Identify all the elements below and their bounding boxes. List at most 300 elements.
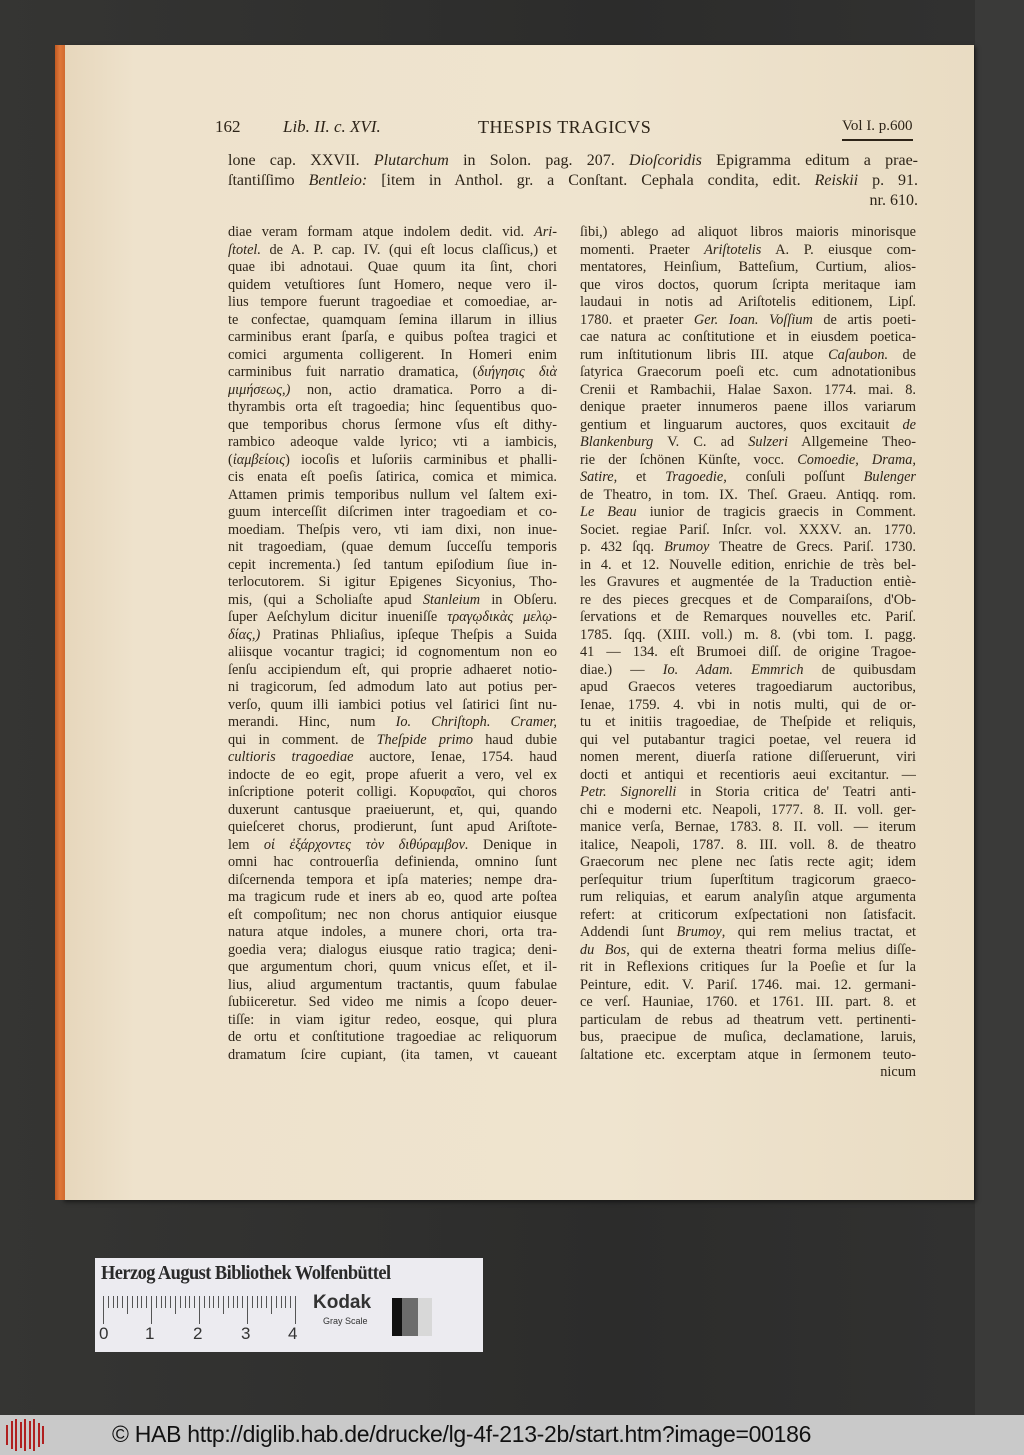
- logo-stripe: [42, 1426, 44, 1444]
- text-line: [228, 784, 557, 802]
- text-line: [228, 977, 557, 995]
- ruler-tick: [233, 1296, 234, 1308]
- roman-text: in Storia critica de' Teatri anti-: [676, 784, 916, 800]
- text-line: [228, 1047, 557, 1065]
- text-line: [580, 609, 916, 627]
- ruler-tick: [180, 1296, 181, 1308]
- ruler-tick: [252, 1296, 253, 1308]
- ruler-tick: [204, 1296, 205, 1308]
- text-line: [580, 1012, 916, 1030]
- roman-text: de quibusdam: [803, 661, 916, 678]
- ruler-tick: [122, 1296, 123, 1308]
- text-line: [228, 924, 557, 942]
- text-line: [228, 539, 557, 557]
- text-line: [228, 627, 557, 645]
- italic-text: Bentleio:: [308, 172, 368, 189]
- roman-text: ) iocoſis et luſoriis carminibus et phalli-: [285, 451, 557, 468]
- italic-text: cultioris tragoediae: [228, 749, 354, 765]
- logo-stripe: [6, 1425, 8, 1445]
- text-line: [228, 224, 557, 242]
- roman-text: ſervations et de Remarques nouvelles etc. Pariſ.: [580, 609, 916, 625]
- ruler-tick: [175, 1296, 176, 1314]
- roman-text: ce verſ. Hauniae, 1760. et 1761. III. part. 8. et: [580, 994, 916, 1010]
- text-line: [228, 312, 557, 330]
- roman-text: Societ. regiae Pariſ. Inſcr. vol. XXXV. an. 1770.: [580, 521, 916, 538]
- text-line: [580, 837, 916, 855]
- ruler-label: 2: [193, 1324, 203, 1343]
- roman-text: lius tempore fuerunt tragoediae et comoediae, ar-: [228, 294, 557, 310]
- text-line: [228, 487, 557, 505]
- text-line: [580, 889, 916, 907]
- italic-text: Blankenburg: [580, 434, 654, 450]
- roman-text: iunior de tragicis graecis in Comment.: [636, 504, 916, 520]
- text-line: [228, 191, 918, 211]
- roman-text: 41 — 134. eſt Brumoei diſſ. de origine Tragoe-: [580, 644, 916, 660]
- roman-text: haud dubie: [473, 731, 557, 748]
- roman-text: diae.) —: [580, 661, 663, 678]
- italic-text: ſtotel.: [228, 241, 261, 258]
- italic-text: ἰαμβείοις: [232, 451, 286, 468]
- roman-text: de: [888, 346, 916, 363]
- text-line: [228, 277, 557, 295]
- italic-text: Ger. Ioan. Voſſium: [693, 311, 813, 328]
- roman-text: nr. 610.: [869, 192, 918, 209]
- text-line: [228, 522, 557, 540]
- roman-text: aliisque vocantur tragici; id cognomentum non eo: [228, 644, 557, 660]
- text-line: [580, 679, 916, 697]
- italic-text: Dioſcoridis: [629, 152, 702, 169]
- text-line: [580, 662, 916, 680]
- roman-text: refert: at criticorum exſpectationi non ſatisfacit.: [580, 906, 916, 923]
- ruler-label: 1: [145, 1324, 155, 1343]
- roman-text: carminibus fuit narratio dramatica, (: [228, 364, 478, 380]
- roman-text: que argumentum chori, quum vnicus eſſet, et il-: [228, 959, 557, 975]
- text-line: [228, 959, 557, 977]
- text-line: [580, 399, 916, 417]
- italic-text: Brumoy: [664, 539, 710, 555]
- text-line: [228, 329, 557, 347]
- text-line: [580, 784, 916, 802]
- ruler-tick: [266, 1296, 267, 1308]
- text-line: [580, 854, 916, 872]
- ruler-tick: [218, 1296, 219, 1308]
- italic-text: Petr. Signorelli: [580, 784, 677, 800]
- roman-text: de A. P. cap. IV. (qui eſt locus claſſicus,) et: [260, 241, 557, 258]
- text-line: [580, 732, 916, 750]
- ruler-tick: [117, 1296, 118, 1308]
- text-line: [228, 382, 557, 400]
- ruler-tick: [161, 1296, 162, 1308]
- ruler-tick: [151, 1296, 152, 1324]
- roman-text: lem: [228, 836, 264, 853]
- ruler-tick: [156, 1296, 157, 1308]
- roman-text: ſenſu accipiendum eſt, qui proprie adhaeret notio-: [228, 661, 557, 678]
- roman-text: moediam. Theſpis vero, vti iam dixi, non inue-: [228, 521, 557, 538]
- footnote-continuation: [228, 151, 918, 211]
- roman-text: rum inſtitutionum libris III. atque: [580, 346, 829, 363]
- text-line: [580, 382, 916, 400]
- roman-text: non, actio dramatica. Porro a di-: [290, 381, 557, 398]
- roman-text: ſibi,) ablego ad aliquot libros maioris minorisque: [580, 224, 916, 240]
- roman-text: cepit incrementa.) ſed tantum epiſodium ſiue in-: [228, 556, 557, 573]
- roman-text: et: [617, 469, 666, 485]
- roman-text: ſtantiſſimo: [228, 172, 309, 189]
- roman-text: qui in comment. de: [228, 731, 377, 748]
- italic-text: Sulzeri: [748, 434, 788, 450]
- text-line: [228, 819, 557, 837]
- roman-text: qui vel putabantur tragici poetae, vel reuera id: [580, 731, 916, 748]
- roman-text: quae ibi adnotaui. Quae quum ita ſint, chori: [228, 259, 557, 275]
- ruler-tick: [137, 1296, 138, 1308]
- roman-text: guum interceſſit diſcrimen inter tragoediam et co-: [228, 504, 557, 520]
- roman-text: A. P. eiusque com-: [761, 241, 916, 258]
- text-line: [228, 802, 557, 820]
- roman-text: chi e moderni etc. Neapoli, 1777. 8. II. voll. ger-: [580, 801, 916, 818]
- roman-text: duxerunt cantusque praeiuerunt, et, qui, quando: [228, 801, 557, 818]
- color-calibration-card: [95, 1258, 483, 1352]
- roman-text: thyrambis orta eſt tragoedia; hinc ſequentibus quo-: [228, 399, 557, 415]
- gray-patch-mid: [402, 1298, 418, 1336]
- gray-scale-label: Gray Scale: [323, 1316, 368, 1326]
- text-line: [580, 539, 916, 557]
- roman-text: apud Graecos veteres tragoediarum auctoribus,: [580, 679, 916, 695]
- gray-patch-light: [418, 1298, 432, 1336]
- text-line: [228, 662, 557, 680]
- roman-text: in Solon. pag. 207.: [448, 152, 630, 169]
- italic-text: Ari-: [533, 224, 557, 240]
- roman-text: de artis poeti-: [812, 311, 916, 328]
- ruler-tick: [127, 1296, 128, 1314]
- roman-text: Addendi ſunt: [580, 924, 677, 940]
- text-line: [580, 592, 916, 610]
- text-line: [228, 557, 557, 575]
- roman-text: mentatores, Heinſium, Batteſium, Curtium, alios-: [580, 259, 916, 275]
- roman-text: diae veram formam atque indolem dedit. vid.: [228, 224, 534, 240]
- roman-text: gentium et linguarum auctores, quos excitauit: [580, 416, 903, 433]
- roman-text: carminibus erant ſparſa, e quibus poſtea tragici et: [228, 329, 557, 345]
- scan-background-strip: [975, 0, 1024, 1415]
- hab-logo-icon: [6, 1419, 48, 1451]
- text-line: [580, 697, 916, 715]
- text-line: [580, 942, 916, 960]
- logo-stripe: [38, 1423, 40, 1447]
- italic-text: διήγησις διὰ: [477, 364, 557, 380]
- roman-text: docti et antiqui et recentioris aeui excitantur. —: [580, 766, 916, 783]
- text-line: [228, 171, 918, 191]
- text-line: [580, 959, 916, 977]
- text-line: [228, 347, 557, 365]
- roman-text: 1785. ſqq. (XIII. voll.) m. 8. (vbi tom. I. pagg.: [580, 626, 916, 643]
- text-line: [580, 1029, 916, 1047]
- ruler-tick: [257, 1296, 258, 1308]
- roman-text: auctore, Ienae, 1754. haud: [353, 749, 557, 765]
- text-line: [580, 224, 916, 242]
- italic-text: τραγῳδικὰς μελῳ-: [447, 609, 557, 625]
- roman-text: cis enata eſt poeſis ſatirica, comica et mimica.: [228, 469, 557, 485]
- logo-stripe: [11, 1421, 13, 1449]
- roman-text: italice, Neapoli, 1787. 8. III. voll. 8. de theatro: [580, 836, 916, 853]
- roman-text: p. 91.: [858, 172, 918, 189]
- roman-text: goedia vera; dialogus eiusque ratio tragica; deni-: [228, 941, 557, 958]
- roman-text: ſaltatione etc. excerptam atque in ſermonem teuto-: [580, 1046, 916, 1063]
- roman-text: momenti. Praeter: [580, 241, 705, 258]
- roman-text: rum reliquias, et earum analyſin atque argumenta: [580, 889, 916, 905]
- logo-stripe: [33, 1419, 35, 1451]
- italic-text: Le Beau: [580, 504, 637, 520]
- ruler-tick: [261, 1296, 262, 1308]
- text-line: [580, 347, 916, 365]
- volume-note: Vol I. p.600: [842, 115, 913, 141]
- italic-text: Theſpide primo: [376, 731, 473, 748]
- roman-text: que viros doctos, quorum ſcripta meritaque iam: [580, 276, 916, 293]
- ruler-tick: [199, 1296, 200, 1324]
- roman-text: Crenii et Rambachii, Halae Saxon. 1774. mai. 8.: [580, 381, 916, 398]
- roman-text: dramatum ſcire cupiant, (ita tamen, vt caueant: [228, 1046, 557, 1063]
- roman-text: in Obſeru.: [480, 591, 557, 608]
- text-line: [580, 417, 916, 435]
- italic-text: Bulenger: [863, 469, 916, 485]
- text-line: [228, 434, 557, 452]
- roman-text: verſo, quum illi iambici potius vel ſatirici ſint nu-: [228, 696, 557, 713]
- ruler-tick: [194, 1296, 195, 1308]
- roman-text: merandi. Hinc, num: [228, 714, 396, 730]
- library-name: Herzog August Bibliothek Wolfenbüttel: [101, 1262, 391, 1284]
- text-line: [580, 994, 916, 1012]
- ruler-tick: [281, 1296, 282, 1308]
- ruler-tick: [132, 1296, 133, 1308]
- roman-text: nit tragoediam, (quae demum ſucceſſu temporis: [228, 539, 557, 555]
- text-line: [228, 749, 557, 767]
- roman-text: 1780. et praeter: [580, 311, 694, 328]
- text-line: [580, 714, 916, 732]
- ruler-label: 0: [99, 1324, 109, 1343]
- text-line: [228, 872, 557, 890]
- text-line: [580, 872, 916, 890]
- roman-text: in 4. et 12. Nouvelle edition, enrichie de très bel-: [580, 556, 916, 573]
- roman-text: lone cap. XXVII.: [228, 152, 374, 169]
- roman-text: nomen merent, diuerſa ratione diſſeruerunt, viri: [580, 749, 916, 765]
- roman-text: de Theatro, in tom. IX. Theſ. Graeu. Antiqq. rom.: [580, 486, 916, 503]
- roman-text: ni tragicorum, ſed admodum lato aut potius per-: [228, 679, 557, 695]
- roman-text: quidem vetuſtiores ſunt Homero, neque vero il-: [228, 276, 557, 293]
- roman-text: Peinture, edit. V. Pariſ. 1746. mai. 12. germani-: [580, 976, 916, 993]
- roman-text: (: [228, 451, 233, 468]
- roman-text: diſcernenda tempora et ipſa materies; nempe dra-: [228, 871, 557, 888]
- text-line: [580, 644, 916, 662]
- text-line: [580, 1047, 916, 1065]
- roman-text: comici argumenta colligerent. In Homeri enim: [228, 346, 557, 363]
- logo-stripe: [29, 1421, 31, 1449]
- text-line: [228, 574, 557, 592]
- italic-text: δίας,): [228, 626, 261, 643]
- ruler-tick: [146, 1296, 147, 1308]
- text-line: [228, 294, 557, 312]
- ruler-tick: [170, 1296, 171, 1308]
- ruler-tick: [247, 1296, 248, 1324]
- text-line: [580, 242, 916, 260]
- text-line: [580, 819, 916, 837]
- text-line: [580, 574, 916, 592]
- roman-text: ſatyrica Graecorum poeſi etc. cum adnotationibus: [580, 364, 916, 380]
- italic-text: οἱ ἐξάρχοντες τὸν διθύραμβον.: [263, 836, 469, 853]
- italic-text: Reiskii: [814, 172, 859, 189]
- kodak-brand: Kodak: [313, 1292, 372, 1313]
- roman-text: re des pieces grecques et de Comparaiſons, d'Ob-: [580, 591, 916, 608]
- ruler-tick: [237, 1296, 238, 1308]
- italic-text: Stanleium: [422, 591, 481, 608]
- text-line: [228, 994, 557, 1012]
- source-url: © HAB http://diglib.hab.de/drucke/lg-4f-213-2b/start.htm?image=00186: [112, 1421, 812, 1447]
- roman-text: lius, aliud argumentum tractantis, quum fabulae: [228, 976, 557, 993]
- text-line: [228, 399, 557, 417]
- section-reference: Lib. II. c. XVI.: [283, 117, 381, 136]
- roman-text: rambico adeoque valde lyrico; vti a iambicis,: [228, 434, 557, 450]
- text-line: [580, 907, 916, 925]
- text-line: [580, 557, 916, 575]
- text-line: [228, 714, 557, 732]
- ruler-tick: [290, 1296, 291, 1308]
- roman-text: quieſceret chorus, prodierunt, ſunt apud Ariſtote-: [228, 819, 557, 835]
- ruler-label: 4: [288, 1324, 298, 1343]
- ruler-tick: [242, 1296, 243, 1308]
- text-line: [228, 592, 557, 610]
- text-line: [580, 312, 916, 330]
- roman-text: manice verſa, Bernae, 1783. 8. II. voll. — iterum: [580, 819, 916, 835]
- page-number: 162: [215, 117, 241, 136]
- roman-text: ſuper Aeſchylum dicitur inueniſſe: [228, 609, 448, 625]
- roman-text: eſt compoſitum; nec non chorus antiquior eiusque: [228, 906, 557, 923]
- ruler-tick: [223, 1296, 224, 1314]
- italic-text: Tragoedie,: [665, 469, 727, 485]
- text-line: [228, 767, 557, 785]
- roman-text: bus, praecipue de muſica, declamatione, laruis,: [580, 1029, 916, 1045]
- text-line: [580, 627, 916, 645]
- text-line: [228, 242, 557, 260]
- ruler-tick: [271, 1296, 272, 1314]
- roman-text: particulam de rebus ad theatrum vett. pertinenti-: [580, 1011, 916, 1028]
- text-line: [228, 1012, 557, 1030]
- logo-stripe: [24, 1419, 26, 1451]
- text-line: [228, 364, 557, 382]
- text-line: [580, 487, 916, 505]
- text-line: [228, 644, 557, 662]
- roman-text: Epigramma editum a prae-: [701, 152, 918, 169]
- roman-text: conſuli poſſunt: [726, 469, 864, 485]
- text-line: [580, 277, 916, 295]
- roman-text: denique praeter innumeros paene illos variarum: [580, 399, 916, 415]
- roman-text: Graecorum nec plene nec ſatis recte agit; idem: [580, 854, 916, 870]
- text-line: [580, 924, 916, 942]
- ruler-tick: [209, 1296, 210, 1308]
- text-line: [228, 1029, 557, 1047]
- italic-text: de: [902, 416, 916, 433]
- text-line: [580, 767, 916, 785]
- ruler-tick: [189, 1296, 190, 1308]
- italic-text: Comoedie, Drama,: [797, 451, 916, 468]
- roman-text: rit in Reflexions critiques ſur la Poeſie et ſur la: [580, 959, 916, 975]
- logo-stripe: [15, 1419, 17, 1451]
- ruler: [103, 1296, 299, 1326]
- text-line: [228, 609, 557, 627]
- roman-text: perſequitur trium ſuperſtitum tragicorum graeco-: [580, 871, 916, 888]
- footer-bar: [0, 1415, 1024, 1455]
- ruler-tick: [165, 1296, 166, 1308]
- italic-text: Caſaubon.: [828, 346, 889, 363]
- roman-text: p. 432 ſqq.: [580, 539, 665, 555]
- ruler-tick: [285, 1296, 286, 1308]
- roman-text: nicum: [880, 1064, 916, 1080]
- text-line: [580, 504, 916, 522]
- ruler-tick: [295, 1296, 296, 1324]
- text-line: [228, 837, 557, 855]
- roman-text: tiſſe: in viam igitur redeo, eosque, qui plura: [228, 1011, 557, 1028]
- text-line: [228, 732, 557, 750]
- roman-text: les Gravures et augmentée de la Traduction entiè-: [580, 574, 916, 590]
- text-line: [228, 504, 557, 522]
- roman-text: [item in Anthol. gr. a Conſtant. Cephala condita, edit.: [367, 172, 815, 189]
- gray-patch-black: [392, 1298, 402, 1336]
- ruler-tick: [185, 1296, 186, 1308]
- roman-text: tu et initiis tragoediae, de Theſpide et reliquis,: [580, 714, 916, 730]
- text-line: [228, 907, 557, 925]
- text-line: [580, 469, 916, 487]
- page-edge: [55, 45, 65, 1200]
- ruler-tick: [141, 1296, 142, 1308]
- roman-text: ſubiiceretur. Sed video me nimis a ſcopo deuer-: [228, 994, 557, 1010]
- roman-text: rie der ſchönen Künſte, vocc.: [580, 451, 798, 468]
- roman-text: que temporibus chorus ſermone vſus eſt dithy-: [228, 416, 557, 433]
- roman-text: indocte de eo egit, prope afuerit a vero, vel ex: [228, 766, 557, 783]
- text-line: [228, 452, 557, 470]
- roman-text: Allgemeine Theo-: [787, 434, 916, 450]
- italic-text: Ariſtotelis: [704, 241, 762, 258]
- text-line: [580, 749, 916, 767]
- roman-text: Ienae, 1759. 4. vbi in notis multi, qui de or-: [580, 696, 916, 713]
- text-line: [228, 854, 557, 872]
- ruler-tick: [276, 1296, 277, 1308]
- text-line: [580, 977, 916, 995]
- roman-text: , qui de externa theatri forma melius diſſe-: [626, 941, 916, 958]
- roman-text: V. C. ad: [653, 434, 749, 450]
- roman-text: mis, (qui a Scholiaſte apud: [228, 591, 423, 608]
- text-line: [580, 522, 916, 540]
- ruler-tick: [103, 1296, 104, 1324]
- right-column: [580, 224, 916, 1082]
- roman-text: Pratinas Phliaſius, ipſeque Theſpis a Suida: [260, 626, 557, 643]
- italic-text: Brumoy: [676, 924, 722, 940]
- italic-text: Satire,: [580, 469, 618, 485]
- text-line: [580, 364, 916, 382]
- text-line: [580, 434, 916, 452]
- roman-text: ma tragicum rude et iners ab eo, quod arte poſtea: [228, 889, 557, 905]
- running-title: THESPIS TRAGICVS: [478, 117, 652, 137]
- italic-text: Io. Chriſtoph. Cramer,: [395, 714, 557, 730]
- text-line: [228, 889, 557, 907]
- roman-text: natura atque indoles, a munere chori, orta tra-: [228, 924, 557, 940]
- text-line: [580, 259, 916, 277]
- text-line: [580, 294, 916, 312]
- text-line: [228, 417, 557, 435]
- text-line: [228, 151, 918, 171]
- ruler-tick: [108, 1296, 109, 1308]
- italic-text: du Bos: [580, 941, 627, 958]
- roman-text: laudaui in notis ad Ariſtotelis editionem, Lipſ.: [580, 294, 916, 310]
- roman-text: de ortu et conſtitutione tragoediae ac reliquorum: [228, 1029, 557, 1045]
- logo-stripe: [20, 1422, 22, 1448]
- roman-text: Attamen primis temporibus nullum vel ſaltem exi-: [228, 486, 557, 503]
- roman-text: Denique in: [468, 836, 557, 853]
- italic-text: Plutarchum: [373, 152, 449, 169]
